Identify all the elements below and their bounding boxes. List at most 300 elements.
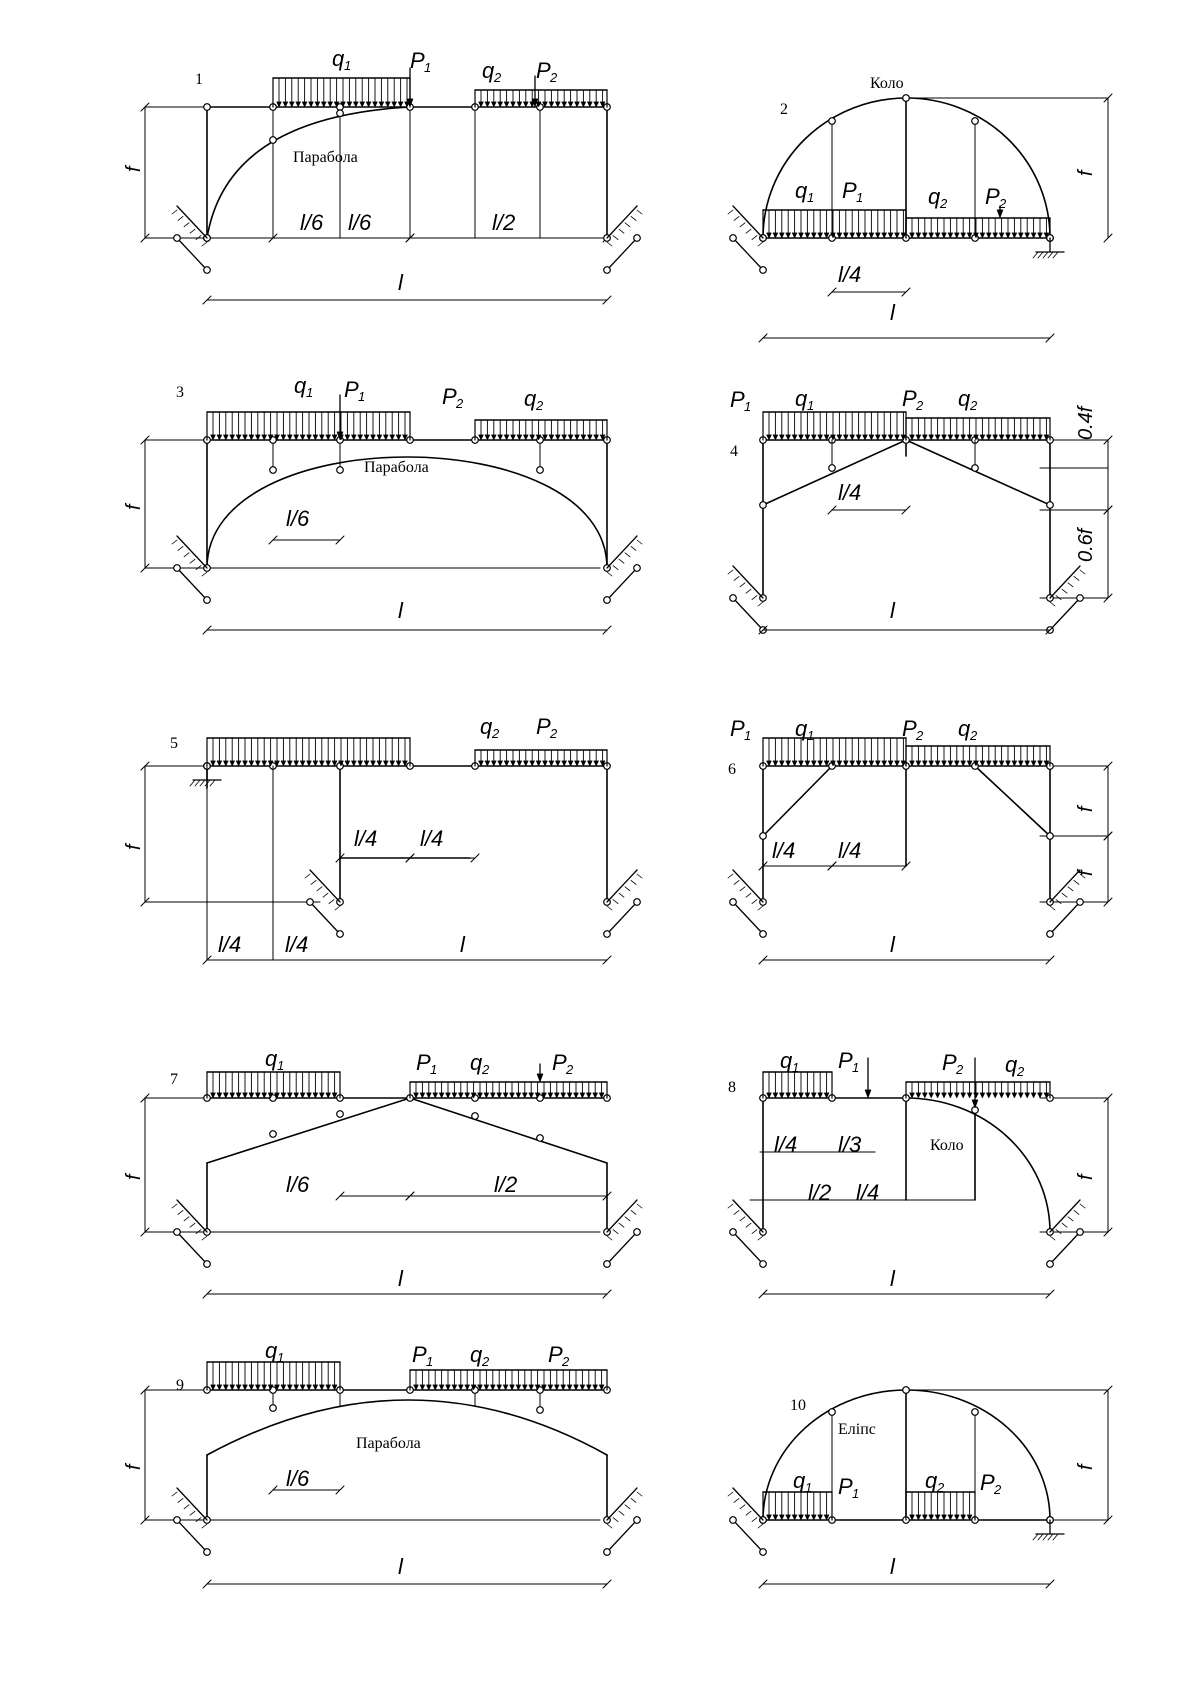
support-hatch (607, 572, 612, 576)
p1-label: P (412, 1342, 427, 1367)
scheme-9-load-p2 (548, 1342, 570, 1369)
dim-rise: f (123, 1464, 145, 1470)
dim-rise: f (1075, 1464, 1097, 1470)
scheme-2-load-q2 (928, 184, 948, 211)
scheme-8-load-p1 (838, 1048, 859, 1075)
hinge (337, 110, 344, 117)
dim-seg1: l/4 (838, 480, 862, 505)
hinge (1077, 899, 1084, 906)
load-arrowhead (929, 1093, 934, 1098)
support-hatch (607, 1524, 612, 1528)
hinge (903, 95, 910, 102)
support-hatch (184, 223, 189, 227)
scheme-9-number: 9 (176, 1377, 184, 1394)
support-hatch (1068, 1217, 1073, 1221)
support-hatch (740, 1217, 745, 1221)
hinge (760, 1549, 767, 1556)
support-bar (607, 568, 637, 600)
p1-subscript: 1 (430, 1062, 438, 1077)
hinge (270, 137, 277, 144)
q1-subscript: 1 (344, 58, 352, 73)
hinge (829, 465, 836, 472)
q2-subscript: 2 (970, 398, 978, 413)
scheme-4-load-q2 (958, 386, 978, 413)
q1-subscript: 1 (277, 1058, 285, 1073)
q2-subscript: 2 (494, 70, 502, 85)
support-hatch (734, 1210, 739, 1214)
p2-subscript: 2 (956, 1062, 964, 1077)
load-arrowhead (1038, 1093, 1043, 1098)
member-line (207, 1098, 410, 1163)
support-hatch (184, 1217, 189, 1221)
scheme-2-number: 2 (780, 101, 788, 118)
p2-label: P (902, 386, 917, 411)
support-hatch (329, 900, 334, 904)
support-bar (607, 536, 637, 568)
force-arrowhead (865, 1090, 871, 1098)
force-arrowhead (997, 210, 1003, 218)
ground-hatch (195, 780, 200, 786)
support-hatch (728, 1204, 733, 1208)
dim-seg2: l/2 (494, 1172, 518, 1197)
support-hatch (631, 216, 636, 220)
support-hatch (190, 1223, 195, 1227)
p2-subscript: 2 (550, 726, 558, 741)
dim-span: l (890, 1266, 895, 1291)
p2-subscript: 2 (994, 1482, 1002, 1497)
support-hatch (758, 1524, 763, 1528)
load-arrowhead (1006, 1093, 1011, 1098)
scheme-8-shape: Коло (930, 1137, 964, 1154)
dim-rise: f (1075, 170, 1097, 176)
scheme-4-number: 4 (730, 443, 738, 460)
member-line (410, 1098, 607, 1163)
scheme-8-number: 8 (728, 1079, 736, 1096)
support-bar (733, 1232, 763, 1264)
q2-label: q (482, 58, 495, 83)
dim-seg4: l/4 (420, 826, 444, 851)
dim-rise: f (123, 1174, 145, 1180)
hinge (1047, 833, 1054, 840)
support-hatch (637, 874, 642, 878)
q1-label: q (780, 1048, 793, 1073)
hinge (1047, 931, 1054, 938)
load-arrowhead (910, 1093, 915, 1098)
scheme-9 (123, 1338, 570, 1579)
hinge (829, 118, 836, 125)
q1-subscript: 1 (306, 385, 314, 400)
scheme-6-load-p2 (902, 716, 924, 743)
q1-label: q (793, 1468, 806, 1493)
support-bar (177, 206, 207, 238)
scheme-1-number: 1 (195, 71, 203, 88)
support-hatch (1068, 583, 1073, 587)
hinge (760, 1261, 767, 1268)
scheme-3 (123, 373, 544, 623)
hinge (174, 235, 181, 242)
p1-subscript: 1 (744, 728, 752, 743)
support-hatch (752, 236, 757, 240)
hinge (760, 502, 767, 509)
hinge (634, 1229, 641, 1236)
scheme-10-load-q1 (793, 1468, 812, 1495)
support-hatch (619, 229, 624, 233)
p1-subscript: 1 (852, 1486, 860, 1501)
hinge (204, 104, 211, 111)
q2-label: q (470, 1342, 483, 1367)
q2-label: q (480, 714, 493, 739)
load-arrowhead (1018, 1093, 1023, 1098)
support-bar (607, 206, 637, 238)
p2-label: P (985, 184, 1000, 209)
dim-seg1: l/6 (286, 1466, 310, 1491)
hinge (972, 118, 979, 125)
hinge (604, 597, 611, 604)
q2-label: q (470, 1050, 483, 1075)
hinge (604, 267, 611, 274)
p1-subscript: 1 (852, 1060, 860, 1075)
hinge (337, 931, 344, 938)
dim-span: l (398, 1554, 403, 1579)
support-hatch (1050, 1236, 1055, 1240)
scheme-8 (728, 1048, 1097, 1291)
support-hatch (619, 1511, 624, 1515)
scheme-9-shape: Парабола (356, 1435, 421, 1452)
p2-label: P (902, 716, 917, 741)
dim-seg2: l/3 (838, 1132, 862, 1157)
hinge (270, 467, 277, 474)
support-bar (177, 1200, 207, 1232)
support-hatch (1050, 602, 1055, 606)
p1-label: P (416, 1050, 431, 1075)
dim-seg1: l/4 (774, 1132, 798, 1157)
scheme-1-shape: Парабола (293, 149, 358, 166)
scheme-3-load-p2 (442, 384, 464, 411)
q2-subscript: 2 (970, 728, 978, 743)
load-arrowhead (954, 1093, 959, 1098)
support-hatch (202, 242, 207, 246)
scheme-4 (730, 386, 1097, 623)
p1-label: P (730, 716, 745, 741)
hinge (472, 1113, 479, 1120)
dim-span: l (398, 270, 403, 295)
dim-span: l (398, 598, 403, 623)
dim-span: l (890, 1554, 895, 1579)
member-line (763, 766, 832, 836)
support-hatch (734, 576, 739, 580)
support-hatch (613, 236, 618, 240)
load-arrowhead (916, 1093, 921, 1098)
support-hatch (607, 906, 612, 910)
support-hatch (734, 880, 739, 884)
support-bar (310, 902, 340, 934)
p1-subscript: 1 (426, 1354, 434, 1369)
support-bar (1050, 1200, 1080, 1232)
support-hatch (1080, 570, 1085, 574)
p1-label: P (410, 48, 425, 73)
load-arrowhead (999, 1093, 1004, 1098)
support-hatch (631, 546, 636, 550)
ground-hatch (1033, 1534, 1038, 1540)
p1-label: P (838, 1474, 853, 1499)
p2-label: P (536, 714, 551, 739)
hinge (337, 1111, 344, 1118)
support-bar (1050, 598, 1080, 630)
q2-label: q (1005, 1052, 1018, 1077)
p2-label: P (442, 384, 457, 409)
support-hatch (1062, 589, 1067, 593)
hinge (270, 1405, 277, 1412)
hinge (307, 899, 314, 906)
p1-subscript: 1 (424, 60, 432, 75)
support-hatch (752, 596, 757, 600)
support-hatch (1074, 576, 1079, 580)
p2-label: P (942, 1050, 957, 1075)
q1-label: q (294, 373, 307, 398)
hinge (829, 1409, 836, 1416)
scheme-7-load-q1 (265, 1046, 284, 1073)
hinge (972, 1409, 979, 1416)
support-hatch (740, 583, 745, 587)
hinge (634, 1517, 641, 1524)
ground-hatch (1053, 1534, 1058, 1540)
ground-hatch (1038, 1534, 1043, 1540)
support-hatch (625, 1217, 630, 1221)
p2-label: P (980, 1470, 995, 1495)
scheme-10 (790, 1397, 1097, 1579)
scheme-3-shape: Парабола (364, 459, 429, 476)
p1-subscript: 1 (358, 389, 366, 404)
q1-label: q (265, 1046, 278, 1071)
hinge (730, 1517, 737, 1524)
dim-rise-bottom: 0.6f (1075, 528, 1097, 562)
member-line (906, 440, 1050, 505)
load-arrowhead (948, 1093, 953, 1098)
support-hatch (190, 1511, 195, 1515)
support-hatch (619, 1223, 624, 1227)
scheme-10-load-p1 (838, 1474, 859, 1501)
scheme-6-load-p1 (730, 716, 751, 743)
q1-label: q (795, 386, 808, 411)
member-line (763, 440, 906, 505)
support-hatch (317, 887, 322, 891)
dim-seg1: l/6 (286, 506, 310, 531)
support-hatch (178, 1210, 183, 1214)
dim-rise: f (1075, 1174, 1097, 1180)
scheme-3-load-q2 (524, 386, 544, 413)
force-arrowhead (537, 1074, 543, 1082)
q1-label: q (265, 1338, 278, 1363)
scheme-10-shape: Еліпс (838, 1421, 876, 1438)
support-hatch (613, 1230, 618, 1234)
support-hatch (625, 223, 630, 227)
scheme-7-load-p2 (552, 1050, 574, 1077)
scheme-1-load-q1 (332, 46, 351, 73)
hinge (730, 1229, 737, 1236)
support-hatch (746, 1511, 751, 1515)
hinge (972, 465, 979, 472)
scheme-8-load-q2 (1005, 1052, 1025, 1079)
load-arrowhead (993, 1093, 998, 1098)
q2-label: q (928, 184, 941, 209)
load-arrowhead (980, 1093, 985, 1098)
hinge (204, 267, 211, 274)
support-hatch (625, 887, 630, 891)
q2-label: q (524, 386, 537, 411)
q1-subscript: 1 (807, 728, 815, 743)
support-hatch (619, 893, 624, 897)
support-hatch (734, 216, 739, 220)
support-bar (733, 1200, 763, 1232)
support-hatch (190, 229, 195, 233)
hinge (174, 1517, 181, 1524)
scheme-3-load-q1 (294, 373, 313, 400)
support-bar (607, 1232, 637, 1264)
support-hatch (613, 566, 618, 570)
support-hatch (1074, 1210, 1079, 1214)
hinge (730, 899, 737, 906)
hinge (204, 1261, 211, 1268)
support-bar (177, 1488, 207, 1520)
support-hatch (202, 1524, 207, 1528)
scheme-4-load-p2 (902, 386, 924, 413)
support-hatch (746, 589, 751, 593)
support-hatch (746, 893, 751, 897)
support-bar (733, 206, 763, 238)
hinge (634, 235, 641, 242)
scheme-1-load-q2 (482, 58, 502, 85)
support-bar (733, 566, 763, 598)
scheme-6-number: 6 (728, 761, 736, 778)
support-hatch (335, 906, 340, 910)
dim-span: l (890, 932, 895, 957)
scheme-2-shape: Коло (870, 75, 904, 92)
hinge (730, 235, 737, 242)
scheme-2 (780, 75, 1097, 325)
p1-subscript: 1 (744, 399, 752, 414)
support-hatch (178, 216, 183, 220)
scheme-7-load-q2 (470, 1050, 490, 1077)
support-hatch (311, 880, 316, 884)
support-hatch (637, 1492, 642, 1496)
support-hatch (1074, 880, 1079, 884)
q1-subscript: 1 (807, 190, 815, 205)
scheme-2-load-p2 (985, 184, 1007, 211)
support-hatch (323, 893, 328, 897)
support-hatch (637, 1204, 642, 1208)
hinge (730, 595, 737, 602)
dim-seg1: l/6 (300, 210, 324, 235)
support-hatch (637, 540, 642, 544)
p2-label: P (552, 1050, 567, 1075)
load-arrowhead (1012, 1093, 1017, 1098)
q2-subscript: 2 (940, 196, 948, 211)
support-hatch (740, 887, 745, 891)
support-hatch (758, 602, 763, 606)
support-hatch (607, 242, 612, 246)
support-bar (733, 238, 763, 270)
scheme-7-load-p1 (416, 1050, 437, 1077)
q2-label: q (958, 386, 971, 411)
p1-label: P (344, 377, 359, 402)
support-hatch (631, 1498, 636, 1502)
ground-hatch (210, 780, 215, 786)
support-hatch (752, 1230, 757, 1234)
support-bar (607, 902, 637, 934)
hinge (604, 931, 611, 938)
support-hatch (1080, 1204, 1085, 1208)
hinge (604, 1549, 611, 1556)
support-bar (733, 902, 763, 934)
dim-rise: f (123, 504, 145, 510)
support-hatch (728, 874, 733, 878)
scheme-4-load-p1 (730, 387, 751, 414)
support-bar (177, 536, 207, 568)
dim-seg4: l/4 (856, 1180, 880, 1205)
scheme-5-load-p2 (536, 714, 558, 741)
support-hatch (178, 1498, 183, 1502)
p2-subscript: 2 (916, 398, 924, 413)
support-hatch (746, 1223, 751, 1227)
dim-span: l (890, 300, 895, 325)
hinge (174, 565, 181, 572)
scheme-1-load-p1 (410, 48, 431, 75)
hinge (760, 931, 767, 938)
p2-subscript: 2 (562, 1354, 570, 1369)
q1-label: q (332, 46, 345, 71)
hinge (204, 597, 211, 604)
support-hatch (637, 210, 642, 214)
p2-subscript: 2 (456, 396, 464, 411)
support-hatch (1062, 1223, 1067, 1227)
q1-label: q (795, 716, 808, 741)
scheme-3-number: 3 (176, 384, 184, 401)
dim-rise-bottom: f (1075, 870, 1097, 876)
p2-label: P (536, 58, 551, 83)
hinge (1077, 1229, 1084, 1236)
load-arrowhead (922, 1093, 927, 1098)
support-hatch (631, 1210, 636, 1214)
support-hatch (758, 1236, 763, 1240)
dim-seg1: l/4 (838, 262, 862, 287)
scheme-1-load-p2 (536, 58, 558, 85)
p1-label: P (838, 1048, 853, 1073)
scheme-4-load-q1 (795, 386, 814, 413)
support-bar (733, 1520, 763, 1552)
scheme-10-number: 10 (790, 1397, 806, 1414)
scheme-8-load-p2 (942, 1050, 964, 1077)
load-arrowhead (967, 1093, 972, 1098)
support-bar (733, 1488, 763, 1520)
support-hatch (758, 242, 763, 246)
hinge (1047, 502, 1054, 509)
ground-hatch (200, 780, 205, 786)
ground-hatch (1048, 252, 1053, 258)
support-hatch (607, 1236, 612, 1240)
dim-seg3: l/4 (354, 826, 378, 851)
hinge (1077, 595, 1084, 602)
support-hatch (728, 570, 733, 574)
support-hatch (1062, 893, 1067, 897)
ground-hatch (1033, 252, 1038, 258)
hinge (174, 1229, 181, 1236)
hinge (760, 833, 767, 840)
q2-label: q (925, 1468, 938, 1493)
load-arrowhead (1031, 1093, 1036, 1098)
scheme-5-load-q2 (480, 714, 500, 741)
load-arrowhead (942, 1093, 947, 1098)
hinge (604, 1261, 611, 1268)
